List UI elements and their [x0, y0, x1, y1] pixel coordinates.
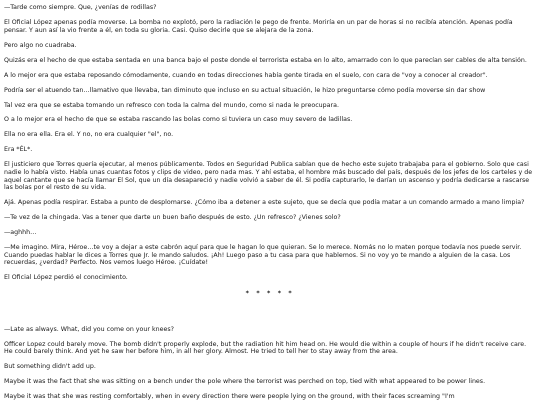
paragraph: El justiciero que Torres quería ejecutar, al menos públicamente. Todos en Seguridad Publica sabían que de hecho este sujeto trabajaba para el gobierno. Solo que casi nadie lo había visto. Había unas cuantas fotos y clips de video, pero nada mas. Y ahí estaba, el hombre más buscado del país, después de los jefes de los carteles y de aquel cantante que se hacía llamar El Sol, que un día desapareció y nadie volvió a saber de él. Si podía capturarlo, le darían un ascenso y podría dedicarse a rascarse las bolas por el resto de su vida. [4, 161, 533, 192]
paragraph: —Tarde como siempre. Que, ¿venías de rodillas? [4, 4, 157, 11]
paragraph: Ajá. Apenas podía respirar. Estaba a punto de desplomarse. ¿Cómo iba a detener a este sujeto, que se decía que podía matar a un comando armado a mano limpia? [4, 199, 525, 207]
paragraph: —aghhh… [4, 229, 37, 237]
spanish-section [4, 4, 536, 282]
paragraph: —Late as always. What, did you come on your knees? [4, 325, 174, 333]
paragraph: Maybe it was that she was resting comfortably, when in every direction there were people lying on the ground, with their faces screaming "I'm [4, 393, 455, 401]
paragraph: El Oficial López apenas podía moverse. La bomba no explotó, pero la radiación le pego de frente. Moriría en un par de horas si no recibía atención. Apenas podía pensar. Y aun así la vio frente a él, en toda su gloria. Casi. Quiso decirle que se alejara de la zona. [4, 18, 513, 34]
paragraph: Tal vez era que se estaba tomando un refresco con toda la calma del mundo, como si nada le preocupara. [4, 101, 339, 109]
paragraph: Quizás era el hecho de que estaba sentada en una banca bajo el poste donde el terrorista estaba en lo alto, amarrado con lo que parecían ser cables de alta tensión. [4, 56, 527, 64]
paragraph: Pero algo no cuadraba. [4, 41, 77, 49]
paragraph: But something didn't add up. [4, 363, 96, 371]
paragraph: O a lo mejor era el hecho de que se estaba rascando las bolas como si tuviera un caso muy severo de ladillas. [4, 116, 353, 124]
english-section [4, 326, 536, 401]
paragraph: Maybe it was the fact that she was sitting on a bench under the pole where the terrorist was perched on top, tied with what appeared to be power lines. [4, 378, 486, 386]
section-separator: * * * * * [245, 289, 295, 297]
paragraph: El Oficial López perdió el conocimiento. [4, 274, 128, 282]
paragraph: A lo mejor era que estaba reposando cómodamente, cuando en todas direcciones había gente tirada en el suelo, con cara de "voy a conocer al creador". [4, 71, 488, 79]
paragraph: Officer Lopez could barely move. The bomb didn't properly explode, but the radiation hit him head on. He would die within a couple of hours if he didn't receive care. He could barely think. And yet he saw her before him, in all her glory. Almost. He tried to tell her to stay away from the area. [4, 340, 527, 356]
paragraph: Ella no era ella. Era el. Y no, no era cualquier "el", no. [4, 131, 174, 139]
paragraph: —Te vez de la chingada. Vas a tener que darte un buen baño después de esto. ¿Un refresco? ¿Vienes solo? [4, 214, 341, 222]
paragraph: Podría ser el atuendo tan…llamativo que llevaba, tan diminuto que incluso en su actual situación, le hizo preguntarse cómo podía moverse sin dar show [4, 86, 486, 94]
paragraph: —Me imagino. Mira, Héroe…te voy a dejar a este cabrón aquí para que le hagan lo que quieran. Se lo merece. Nomás no lo maten porque todavía nos puede servir. Cuando puedas hablar le dices a Torres que Jr. le mando saludos. ¡Ah! Luego paso a tu casa para que hablemos. Si no voy yo te mando a alguien de la casa. Los recuerdas, ¿verdad? Perfecto. Nos vemos luego Héroe. ¡Cuídate! [4, 244, 522, 267]
paragraph: Era *ÉL*. [4, 146, 33, 154]
